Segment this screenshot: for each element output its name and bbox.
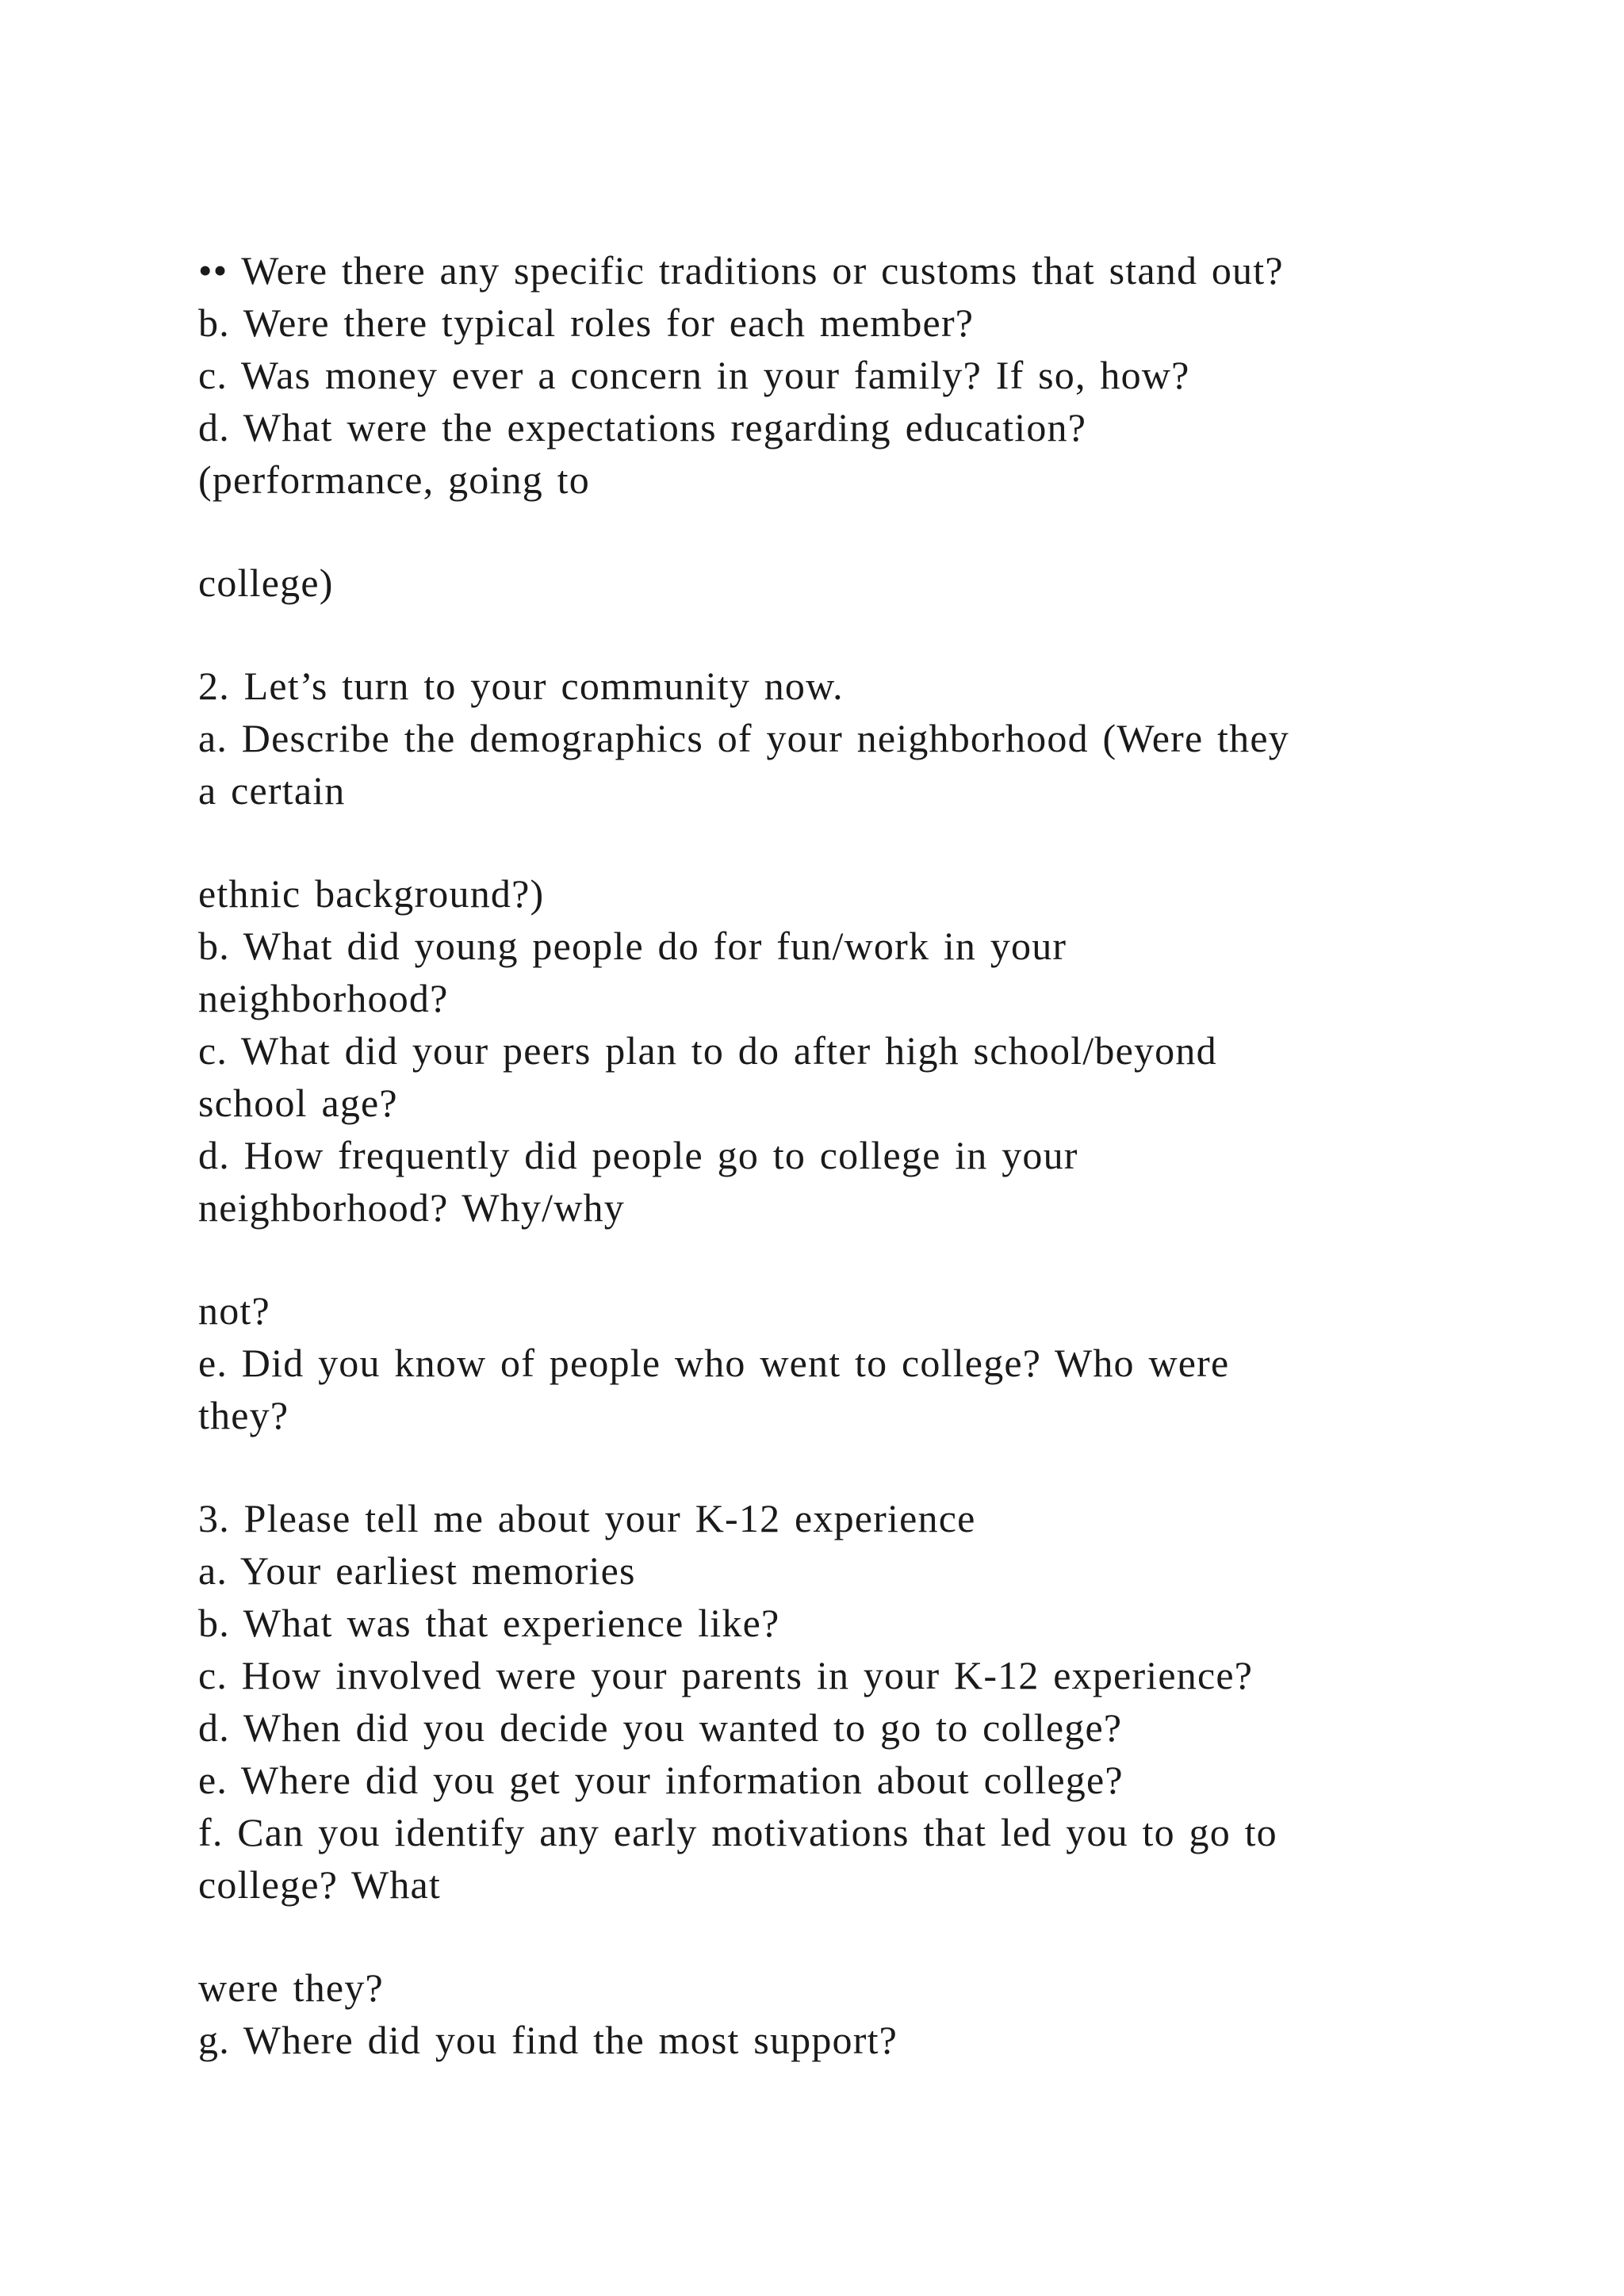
text-line: d. How frequently did people go to college in your: [198, 1133, 1078, 1177]
blank-line: [198, 609, 1435, 660]
blank-line: [198, 817, 1435, 867]
blank-line: [198, 506, 1435, 557]
document-body: [198, 244, 1435, 2066]
text-line: g. Where did you find the most support?: [198, 2018, 898, 2062]
text-line: school age?: [198, 1081, 398, 1125]
text-line: c. Was money ever a concern in your family? If so, how?: [198, 353, 1190, 397]
text-line: they?: [198, 1393, 289, 1437]
text-line: college): [198, 561, 334, 605]
text-line: f. Can you identify any early motivations that led you to go to: [198, 1810, 1277, 1854]
section-heading-3: 3. Please tell me about your K-12 experience: [198, 1496, 976, 1540]
text-line: e. Where did you get your information about college?: [198, 1758, 1124, 1802]
text-line: college? What: [198, 1862, 442, 1907]
text-line: b. What was that experience like?: [198, 1601, 780, 1645]
text-line: c. What did your peers plan to do after high school/beyond: [198, 1028, 1217, 1073]
text-line: d. What were the expectations regarding education?: [198, 405, 1087, 450]
text-line: neighborhood? Why/why: [198, 1185, 625, 1230]
text-line: b. Were there typical roles for each member?: [198, 300, 975, 345]
text-line: •• Were there any specific traditions or customs that stand out?: [198, 248, 1284, 293]
text-line: ethnic background?): [198, 871, 545, 916]
text-line: d. When did you decide you wanted to go to college?: [198, 1705, 1123, 1750]
text-line: b. What did young people do for fun/work in your: [198, 924, 1067, 968]
text-line: neighborhood?: [198, 976, 449, 1020]
text-line: c. How involved were your parents in your K-12 experience?: [198, 1653, 1254, 1697]
blank-line: [198, 1441, 1435, 1492]
text-line: a certain: [198, 768, 346, 813]
text-line: e. Did you know of people who went to college? Who were: [198, 1341, 1230, 1385]
blank-line: [198, 1911, 1435, 1961]
section-heading-2: 2. Let’s turn to your community now.: [198, 664, 844, 708]
text-line: (performance, going to: [198, 457, 590, 502]
text-line: a. Your earliest memories: [198, 1548, 636, 1593]
blank-line: [198, 1234, 1435, 1284]
text-line: not?: [198, 1288, 270, 1333]
text-line: a. Describe the demographics of your neighborhood (Were they: [198, 716, 1289, 760]
text-line: were they?: [198, 1965, 384, 2010]
